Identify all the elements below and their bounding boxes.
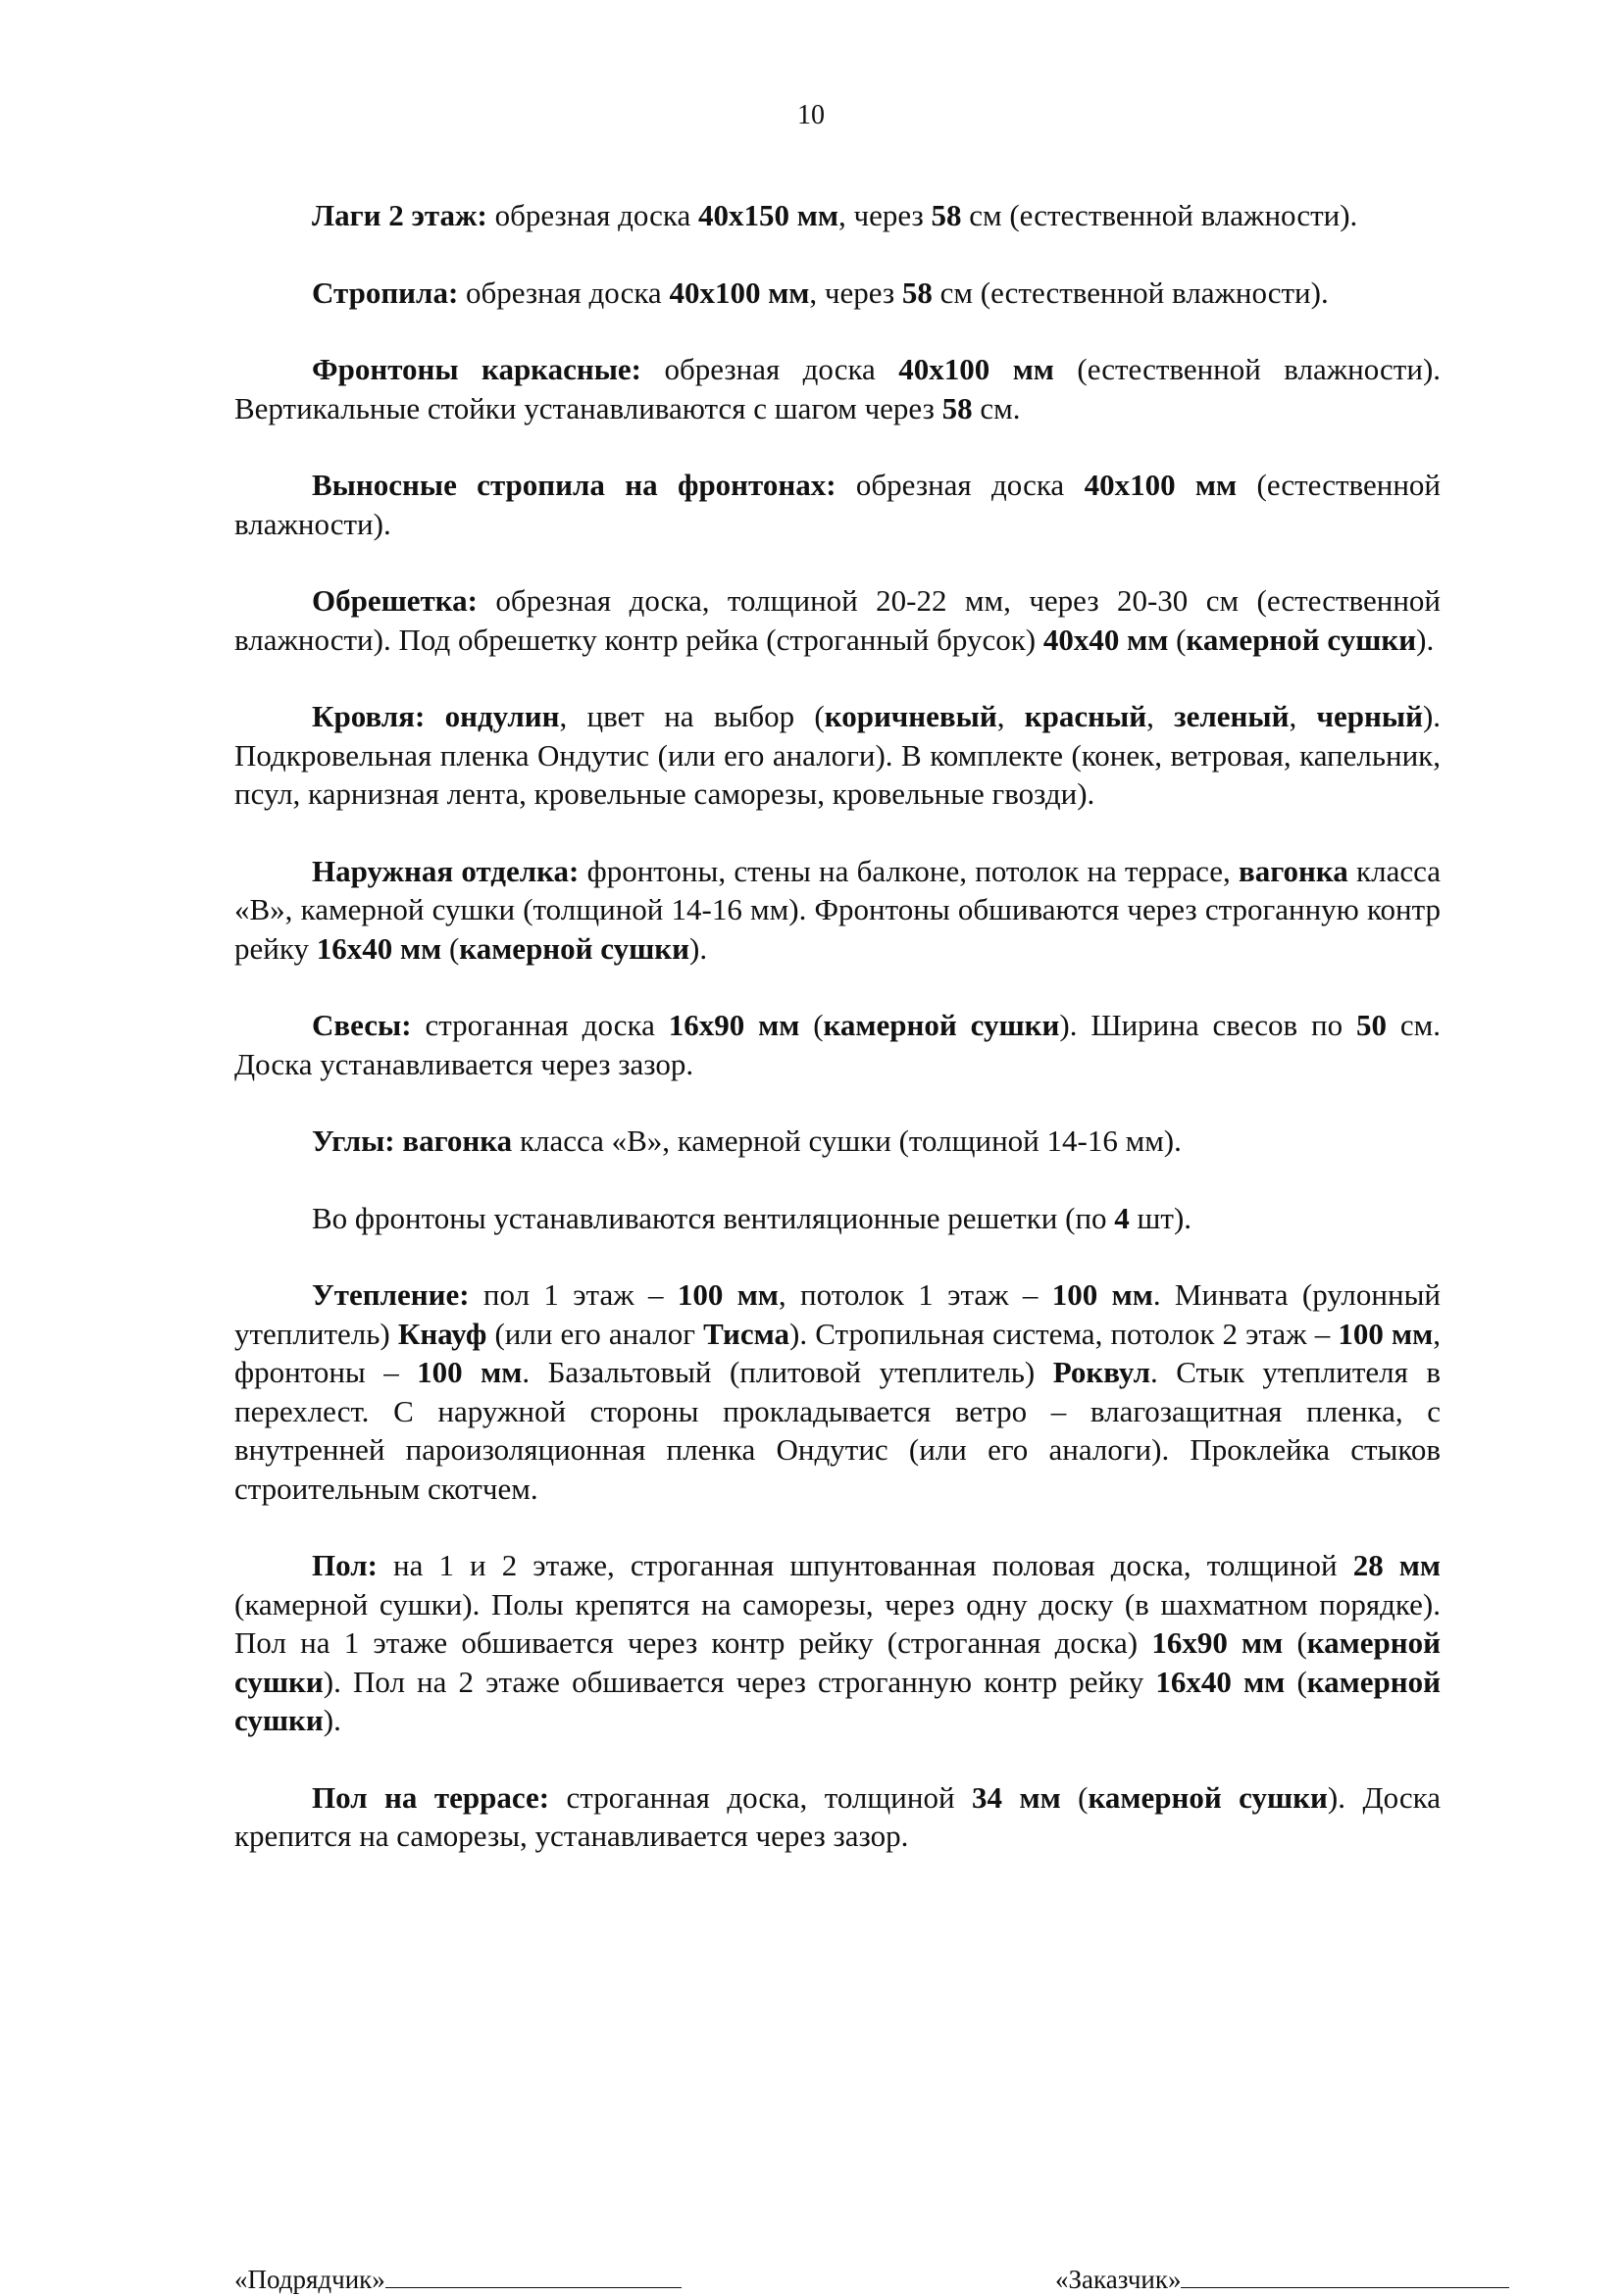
bold-text: 40х100 мм bbox=[1084, 468, 1238, 502]
text: , потолок 1 этаж – bbox=[778, 1277, 1052, 1312]
bold-text: Лаги 2 этаж: bbox=[312, 198, 487, 232]
text: , bbox=[996, 699, 1025, 733]
bold-text: Пол на террасе: bbox=[312, 1779, 550, 1815]
bold-text: 58 bbox=[941, 390, 973, 425]
bold-text: 100 мм bbox=[1338, 1316, 1434, 1351]
contractor-label: «Подрядчик» bbox=[234, 2265, 385, 2294]
text: см. Доска устанавливается через зазор. bbox=[234, 1008, 1441, 1081]
bold-text: 40х150 мм bbox=[698, 198, 838, 232]
spec-paragraph bbox=[234, 274, 1441, 313]
text: ( bbox=[1283, 1625, 1307, 1660]
bold-text: Роквул bbox=[1052, 1355, 1151, 1389]
customer-signature-line bbox=[1181, 2264, 1509, 2288]
spec-paragraph bbox=[234, 1275, 1441, 1508]
bold-text: вагонка bbox=[1239, 853, 1348, 888]
spec-paragraph bbox=[234, 196, 1441, 235]
bold-text: Наружная отделка: bbox=[312, 853, 580, 888]
document-body bbox=[234, 196, 1441, 1894]
bold-text: красный bbox=[1024, 699, 1147, 733]
text: обрезная доска bbox=[458, 275, 670, 310]
text: ( bbox=[1060, 1779, 1089, 1815]
text: , через bbox=[809, 275, 902, 310]
text: ( bbox=[1285, 1664, 1307, 1699]
bold-text: 16х40 мм bbox=[1155, 1664, 1286, 1699]
bold-text: зеленый bbox=[1174, 699, 1290, 733]
bold-text: 16х90 мм bbox=[1151, 1625, 1284, 1660]
bold-text: камерной сушки bbox=[1186, 622, 1417, 657]
text: ( bbox=[1168, 622, 1187, 657]
bold-text: 100 мм bbox=[417, 1355, 523, 1389]
text: , цвет на выбор ( bbox=[559, 699, 825, 733]
bold-text: Кнауф bbox=[397, 1316, 487, 1351]
text: см (естественной влажности). bbox=[961, 198, 1358, 232]
text: ). bbox=[323, 1703, 341, 1737]
text: класса «В», камерной сушки (толщиной 14-16 мм). bbox=[512, 1123, 1182, 1158]
spec-paragraph bbox=[234, 466, 1441, 543]
customer-label: «Заказчик» bbox=[1055, 2265, 1182, 2294]
bold-text: 40х40 мм bbox=[1042, 622, 1169, 657]
bold-text: Обрешетка: bbox=[312, 583, 478, 618]
bold-text: камерной сушки bbox=[1088, 1779, 1328, 1815]
bold-text: камерной сушки bbox=[234, 1664, 1441, 1737]
bold-text: камерной сушки bbox=[234, 1625, 1442, 1699]
text: класса «В», камерной сушки (толщиной 14-16 мм). Фронтоны обшиваются через строганную контр рейку bbox=[234, 853, 1442, 966]
text: см (естественной влажности). bbox=[932, 275, 1329, 310]
bold-text: Кровля: ондулин bbox=[312, 699, 560, 733]
text: , bbox=[1146, 699, 1175, 733]
bold-text: 50 bbox=[1355, 1008, 1387, 1042]
text: (или его аналог bbox=[486, 1316, 704, 1351]
text: , bbox=[1289, 699, 1317, 733]
bold-text: 58 bbox=[901, 275, 933, 310]
text: . Стык утеплителя в перехлест. С наружной стороны прокладывается ветро – влагозащитная пленка, с внутренней пароизоляционная пленка Ондутис (или его аналоги). Проклейка стыков строительным скотчем. bbox=[234, 1355, 1442, 1506]
text: обрезная доска, толщиной 20-22 мм, через 20-30 см (естественной влажности). Под обрешетку контр рейка (строганный брусок) bbox=[234, 583, 1441, 657]
bold-text: черный bbox=[1316, 699, 1423, 733]
bold-text: 34 мм bbox=[972, 1779, 1061, 1815]
spec-paragraph bbox=[234, 350, 1441, 427]
text: ). Доска крепится на саморезы, устанавливается через зазор. bbox=[234, 1779, 1441, 1853]
spec-paragraph bbox=[234, 1006, 1441, 1083]
text: на 1 и 2 этаже, строганная шпунтованная половая доска, толщиной bbox=[377, 1548, 1353, 1582]
bold-text: Утепление: bbox=[312, 1277, 470, 1312]
bold-text: Тисма bbox=[703, 1316, 790, 1351]
spec-paragraph bbox=[234, 1122, 1441, 1161]
text: . Базальтовый (плитовой утеплитель) bbox=[522, 1355, 1053, 1389]
bold-text: Углы: вагонка bbox=[312, 1123, 513, 1158]
text: обрезная доска bbox=[836, 468, 1085, 502]
bold-text: Выносные стропила на фронтонах: bbox=[312, 468, 836, 502]
text: строганная доска, толщиной bbox=[549, 1779, 972, 1815]
text: (камерной сушки). Полы крепятся на саморезы, через одну доску (в шахматном порядке). Пол на 1 этаже обшивается через контр рейку (строганная доска) bbox=[234, 1586, 1441, 1660]
bold-text: 58 bbox=[931, 198, 962, 232]
spec-paragraph bbox=[234, 1546, 1441, 1740]
text: обрезная доска bbox=[641, 352, 899, 386]
text: , через bbox=[838, 198, 932, 232]
text: обрезная доска bbox=[486, 198, 699, 232]
page-number: 10 bbox=[797, 100, 825, 130]
text: ( bbox=[799, 1008, 824, 1042]
contractor-signature bbox=[234, 2263, 682, 2296]
spec-paragraph bbox=[234, 1199, 1441, 1238]
bold-text: 28 мм bbox=[1352, 1548, 1442, 1582]
bold-text: коричневый bbox=[824, 699, 997, 733]
spec-paragraph bbox=[234, 697, 1441, 814]
spec-paragraph bbox=[234, 852, 1441, 969]
text: ). Пол на 2 этаже обшивается через строганную контр рейку bbox=[323, 1664, 1156, 1699]
text: ). Подкровельная пленка Ондутис (или его аналоги). В комплекте (конек, ветровая, капельник, псул, карнизная лента, кровельные саморезы, кровельные гвозди). bbox=[234, 699, 1442, 811]
text: ). Стропильная система, потолок 2 этаж – bbox=[789, 1316, 1339, 1351]
bold-text: 100 мм bbox=[677, 1277, 779, 1312]
spec-paragraph bbox=[234, 581, 1441, 659]
text: ). Ширина свесов по bbox=[1059, 1008, 1356, 1042]
bold-text: камерной сушки bbox=[459, 930, 690, 966]
text: ). bbox=[1416, 622, 1435, 657]
text: ). bbox=[689, 930, 708, 966]
customer-signature bbox=[1055, 2263, 1509, 2296]
text: пол 1 этаж – bbox=[469, 1277, 678, 1312]
bold-text: 100 мм bbox=[1051, 1277, 1153, 1312]
bold-text: 4 bbox=[1114, 1200, 1130, 1235]
text: Во фронтоны устанавливаются вентиляционные решетки (по bbox=[312, 1200, 1115, 1235]
text: . Минвата (рулонный утеплитель) bbox=[234, 1277, 1441, 1351]
bold-text: 40х100 мм bbox=[669, 275, 810, 310]
text: (естественной влажности). bbox=[234, 468, 1442, 541]
text: , фронтоны – bbox=[234, 1316, 1441, 1389]
bold-text: Свесы: bbox=[312, 1008, 412, 1042]
text: см. bbox=[972, 390, 1021, 425]
spec-paragraph bbox=[234, 1778, 1441, 1856]
text: фронтоны, стены на балконе, потолок на террасе, bbox=[579, 853, 1239, 888]
bold-text: 40х100 мм bbox=[898, 352, 1054, 386]
bold-text: Фронтоны каркасные: bbox=[312, 352, 641, 386]
text: (естественной влажности). Вертикальные стойки устанавливаются с шагом через bbox=[234, 352, 1442, 425]
text: шт). bbox=[1129, 1200, 1192, 1235]
bold-text: камерной сушки bbox=[823, 1008, 1060, 1042]
bold-text: Пол: bbox=[312, 1548, 378, 1582]
bold-text: 16х90 мм bbox=[668, 1008, 800, 1042]
contractor-signature-line bbox=[385, 2264, 682, 2288]
bold-text: 16х40 мм bbox=[316, 930, 442, 966]
text: строганная доска bbox=[411, 1008, 669, 1042]
text: ( bbox=[441, 930, 460, 966]
bold-text: Стропила: bbox=[312, 275, 459, 310]
